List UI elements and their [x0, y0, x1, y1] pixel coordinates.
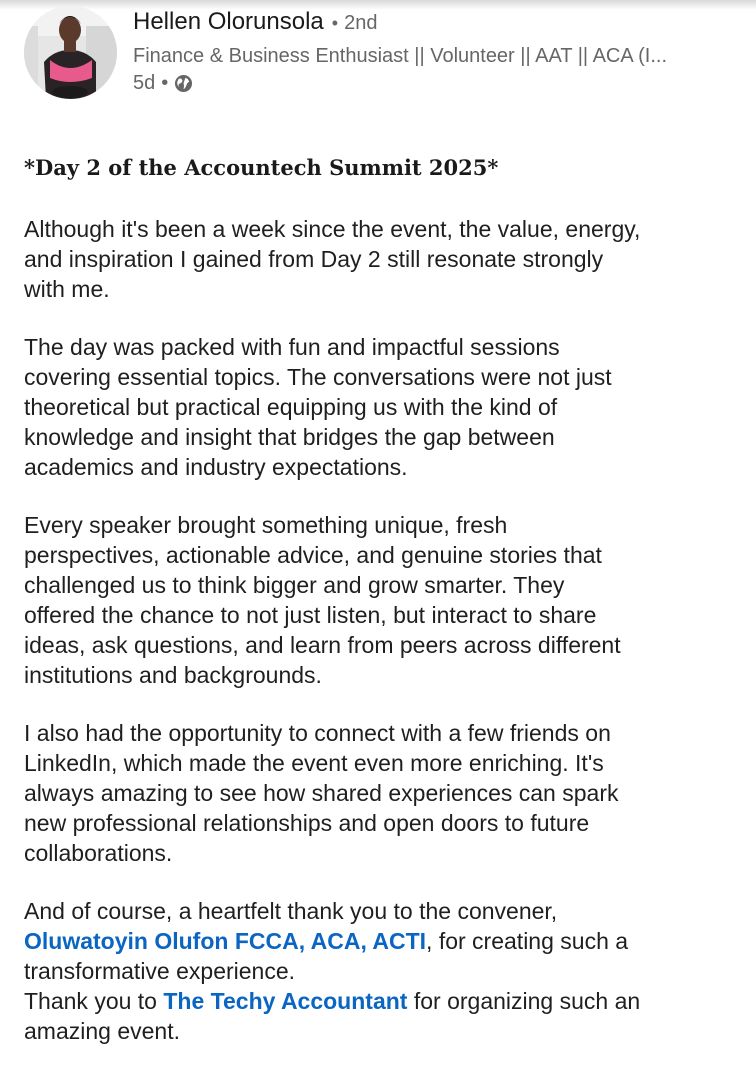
- author-name-line: [133, 8, 753, 42]
- text-line: with me.: [24, 276, 110, 302]
- paragraph-1: [24, 214, 748, 304]
- post-age: 5d: [133, 71, 156, 94]
- paragraph-5: [24, 896, 748, 1046]
- post-time-line: [133, 70, 753, 96]
- name-separator: •: [331, 13, 339, 33]
- text-line: offered the chance to not just listen, but interact to share: [24, 602, 597, 628]
- text-line: institutions and backgrounds.: [24, 662, 322, 688]
- text-line: always amazing to see how shared experiences can spark: [24, 780, 619, 806]
- text-fragment: Thank you to: [24, 988, 164, 1014]
- text-line: And of course, a heartfelt thank you to the convener,: [24, 898, 558, 924]
- text-line: theoretical but practical equipping us with the kind of: [24, 394, 558, 420]
- post-body: [24, 150, 748, 1046]
- post-title: *Day 2 of the Accountech Summit 2025*: [24, 155, 499, 180]
- globe-icon: [174, 74, 193, 93]
- text-line: challenged us to think bigger and grow smarter. They: [24, 572, 565, 598]
- text-line: Every speaker brought something unique, fresh: [24, 512, 508, 538]
- author-meta: [133, 8, 753, 96]
- text-line: The day was packed with fun and impactful sessions: [24, 334, 560, 360]
- connection-degree: 2nd: [344, 12, 378, 34]
- text-line: Although it's been a week since the event, the value, energy,: [24, 216, 641, 242]
- text-line: transformative experience.: [24, 958, 296, 984]
- author-name[interactable]: Hellen Olorunsola: [133, 8, 324, 35]
- text-line: ideas, ask questions, and learn from peers across different: [24, 632, 621, 658]
- post-header: [24, 6, 756, 102]
- paragraph-2: [24, 332, 748, 482]
- author-avatar[interactable]: [24, 6, 117, 99]
- text-line: new professional relationships and open doors to future: [24, 810, 590, 836]
- text-line: [24, 926, 748, 956]
- author-headline: Finance & Business Enthusiast || Volunteer || AAT || ACA (I...: [133, 45, 668, 67]
- text-line: academics and industry expectations.: [24, 454, 408, 480]
- mention-convener-link[interactable]: Oluwatoyin Olufon FCCA, ACA, ACTI: [24, 928, 427, 954]
- text-line: [24, 986, 748, 1016]
- paragraph-3: [24, 510, 748, 690]
- text-line: I also had the opportunity to connect with a few friends on: [24, 720, 611, 746]
- text-fragment: for organizing such an: [407, 988, 641, 1014]
- text-line: and inspiration I gained from Day 2 still resonate strongly: [24, 246, 604, 272]
- mention-organizer-link[interactable]: The Techy Accountant: [163, 988, 408, 1014]
- text-line: LinkedIn, which made the event even more enriching. It's: [24, 750, 604, 776]
- text-line: covering essential topics. The conversations were not just: [24, 364, 612, 390]
- text-fragment: , for creating such a: [426, 928, 629, 954]
- text-line: perspectives, actionable advice, and genuine stories that: [24, 542, 602, 568]
- avatar-photo: [24, 6, 117, 99]
- text-line: amazing event.: [24, 1018, 180, 1044]
- text-line: knowledge and insight that bridges the gap between: [24, 424, 555, 450]
- time-separator: •: [161, 71, 169, 94]
- paragraph-4: [24, 718, 748, 868]
- text-line: collaborations.: [24, 840, 173, 866]
